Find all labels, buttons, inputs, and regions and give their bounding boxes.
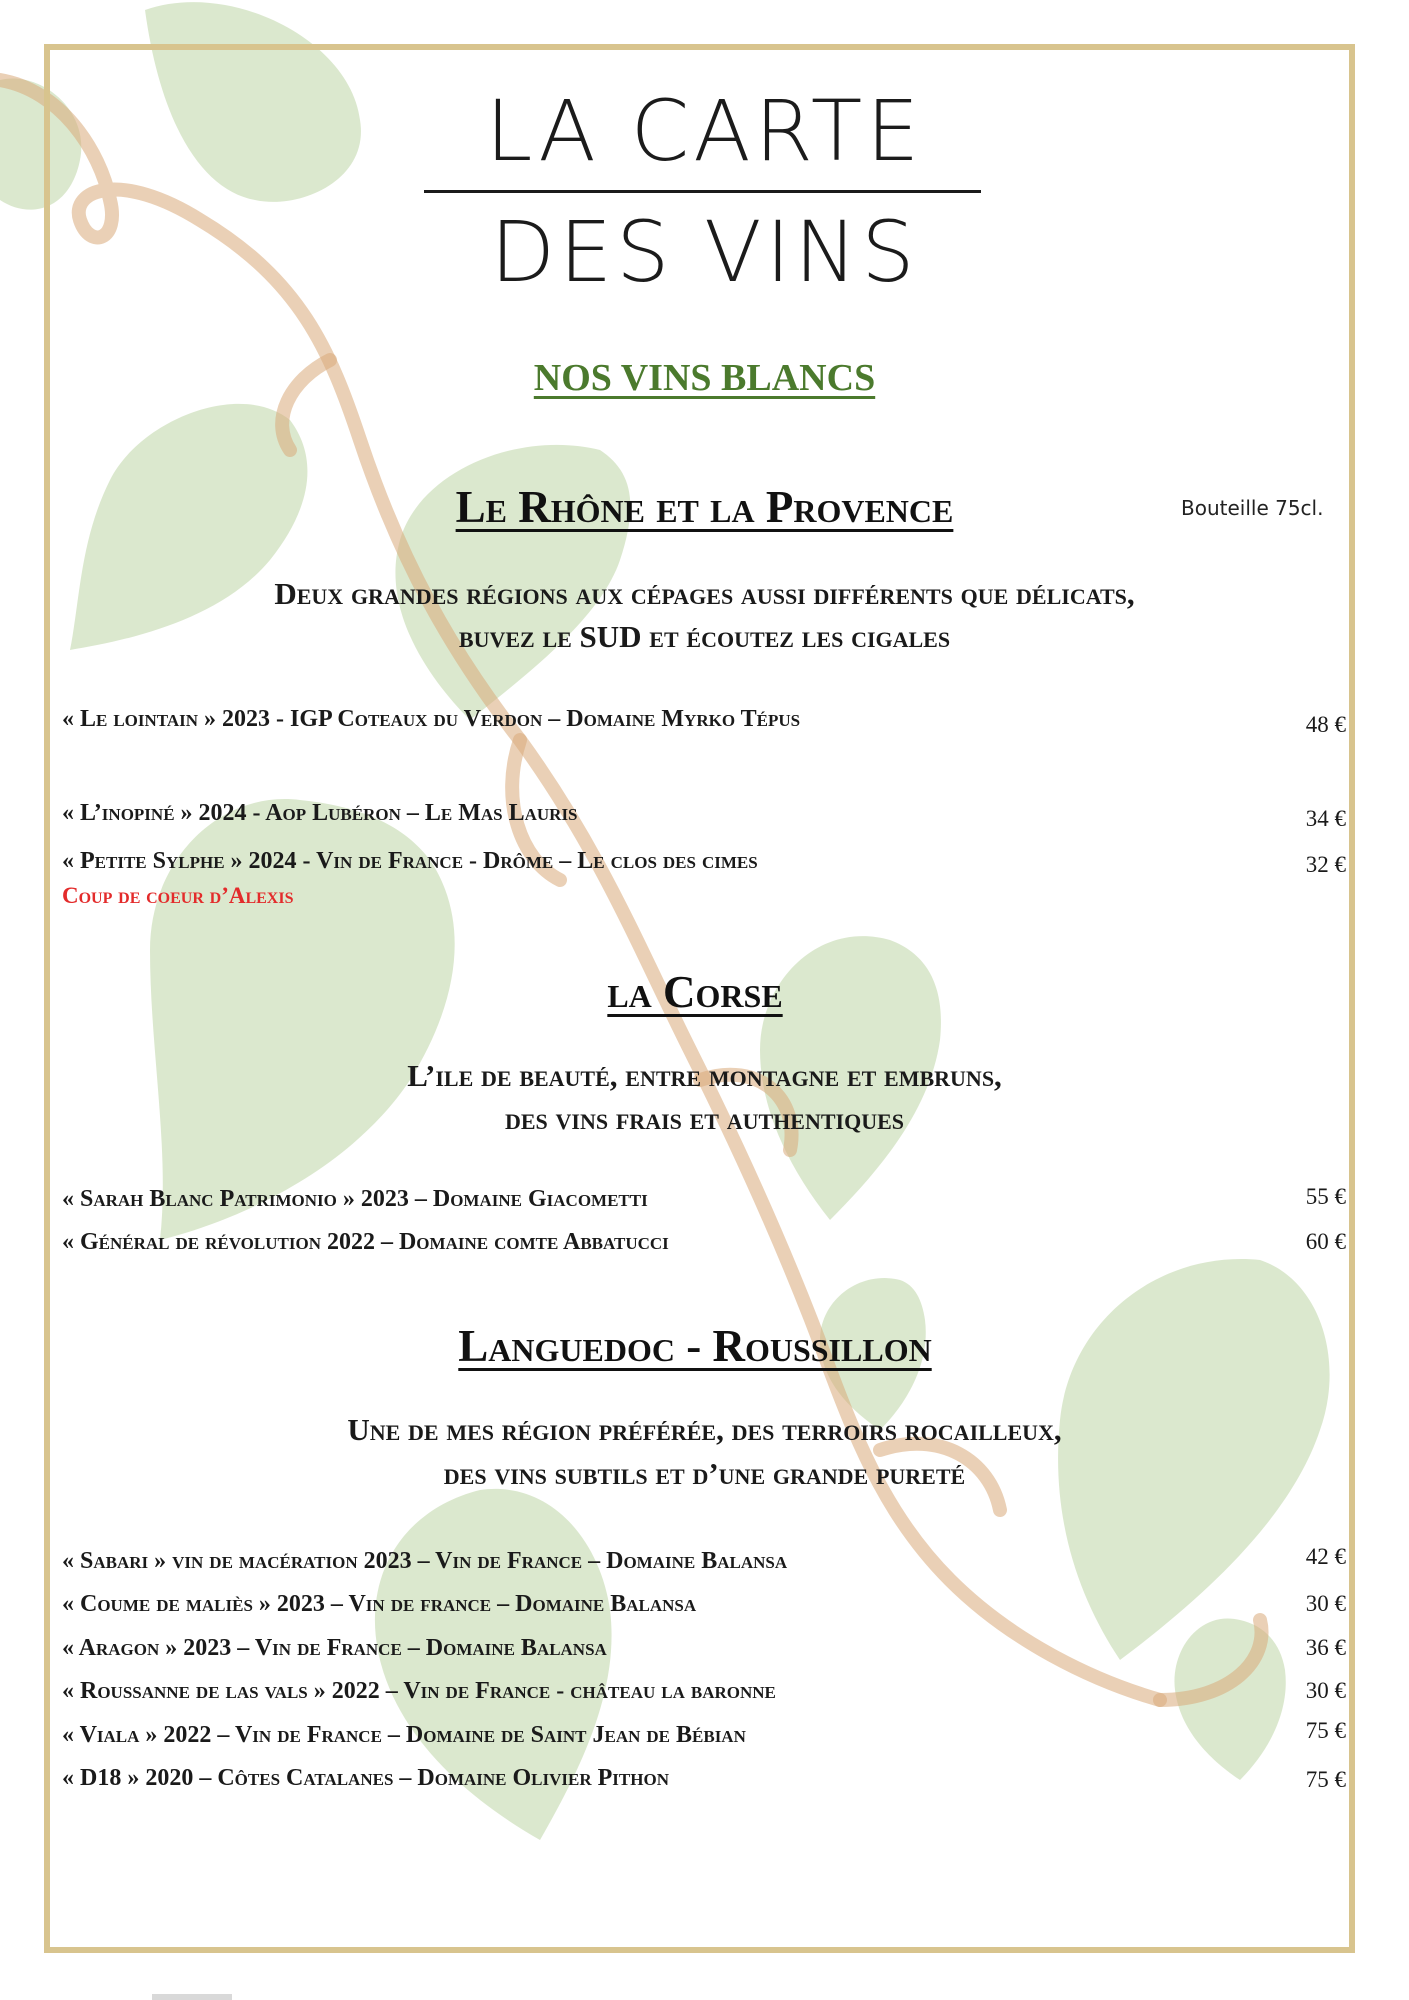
region-description-line: des vins frais et authentiques xyxy=(505,1101,904,1136)
title-divider xyxy=(424,190,981,193)
region-description-line: Deux grandes régions aux cépages aussi différents que délicats, xyxy=(274,576,1135,611)
wine-price: 30 € xyxy=(1305,1678,1346,1703)
bottle-size-label: Bouteille 75cl. xyxy=(1181,496,1324,520)
wine-price: 34 € xyxy=(1305,806,1346,831)
wine-name: « Petite Sylphe » 2024 - Vin de France - Drôme – Le clos des cimes xyxy=(62,848,758,874)
wine-name: « Général de révolution 2022 – Domaine comte Abbatucci xyxy=(62,1229,669,1255)
wine-note: Coup de coeur d’Alexis xyxy=(62,883,294,908)
wine-name: « Coume de maliès » 2023 – Vin de france – Domaine Balansa xyxy=(62,1591,697,1617)
region-description-line: buvez le SUD et écoutez les cigales xyxy=(458,619,951,654)
title-line-2: DES VINS xyxy=(490,203,919,301)
wine-price: 75 € xyxy=(1305,1718,1346,1743)
region-description-line: des vins subtils et d’une grande pureté xyxy=(443,1456,966,1491)
wine-price: 42 € xyxy=(1305,1544,1346,1569)
region-title-rhone-provence: Le Rhône et la Provence xyxy=(455,482,954,532)
wine-price: 75 € xyxy=(1305,1767,1346,1792)
region-description-line: Une de mes région préférée, des terroirs rocailleux, xyxy=(347,1412,1062,1447)
wine-price: 60 € xyxy=(1305,1229,1346,1254)
wine-name: « D18 » 2020 – Côtes Catalanes – Domaine Olivier Pithon xyxy=(62,1765,669,1791)
wine-name: « Roussanne de las vals » 2022 – Vin de France - château la baronne xyxy=(62,1678,776,1704)
wine-name: « Sarah Blanc Patrimonio » 2023 – Domaine Giacometti xyxy=(62,1186,648,1212)
region-title-corse: la Corse xyxy=(607,967,783,1017)
wine-price: 32 € xyxy=(1305,852,1346,877)
wine-name: « Viala » 2022 – Vin de France – Domaine de Saint Jean de Bébian xyxy=(62,1722,746,1748)
region-description-line: L’ile de beauté, entre montagne et embruns, xyxy=(407,1058,1002,1093)
title-line-1: LA CARTE xyxy=(485,82,924,180)
wine-price: 36 € xyxy=(1305,1635,1346,1660)
region-title-languedoc-roussillon: Languedoc - Roussillon xyxy=(458,1321,932,1371)
section-heading: NOS VINS BLANCS xyxy=(533,357,876,399)
wine-name: « Aragon » 2023 – Vin de France – Domaine Balansa xyxy=(62,1635,607,1661)
wine-price: 48 € xyxy=(1305,712,1346,737)
wine-name: « Le lointain » 2023 - IGP Coteaux du Verdon – Domaine Myrko Tépus xyxy=(62,706,801,732)
wine-name: « L’inopiné » 2024 - Aop Lubéron – Le Mas Lauris xyxy=(62,800,578,826)
wine-price: 55 € xyxy=(1305,1184,1346,1209)
wine-price: 30 € xyxy=(1305,1591,1346,1616)
wine-name: « Sabari » vin de macération 2023 – Vin de France – Domaine Balansa xyxy=(62,1548,788,1574)
